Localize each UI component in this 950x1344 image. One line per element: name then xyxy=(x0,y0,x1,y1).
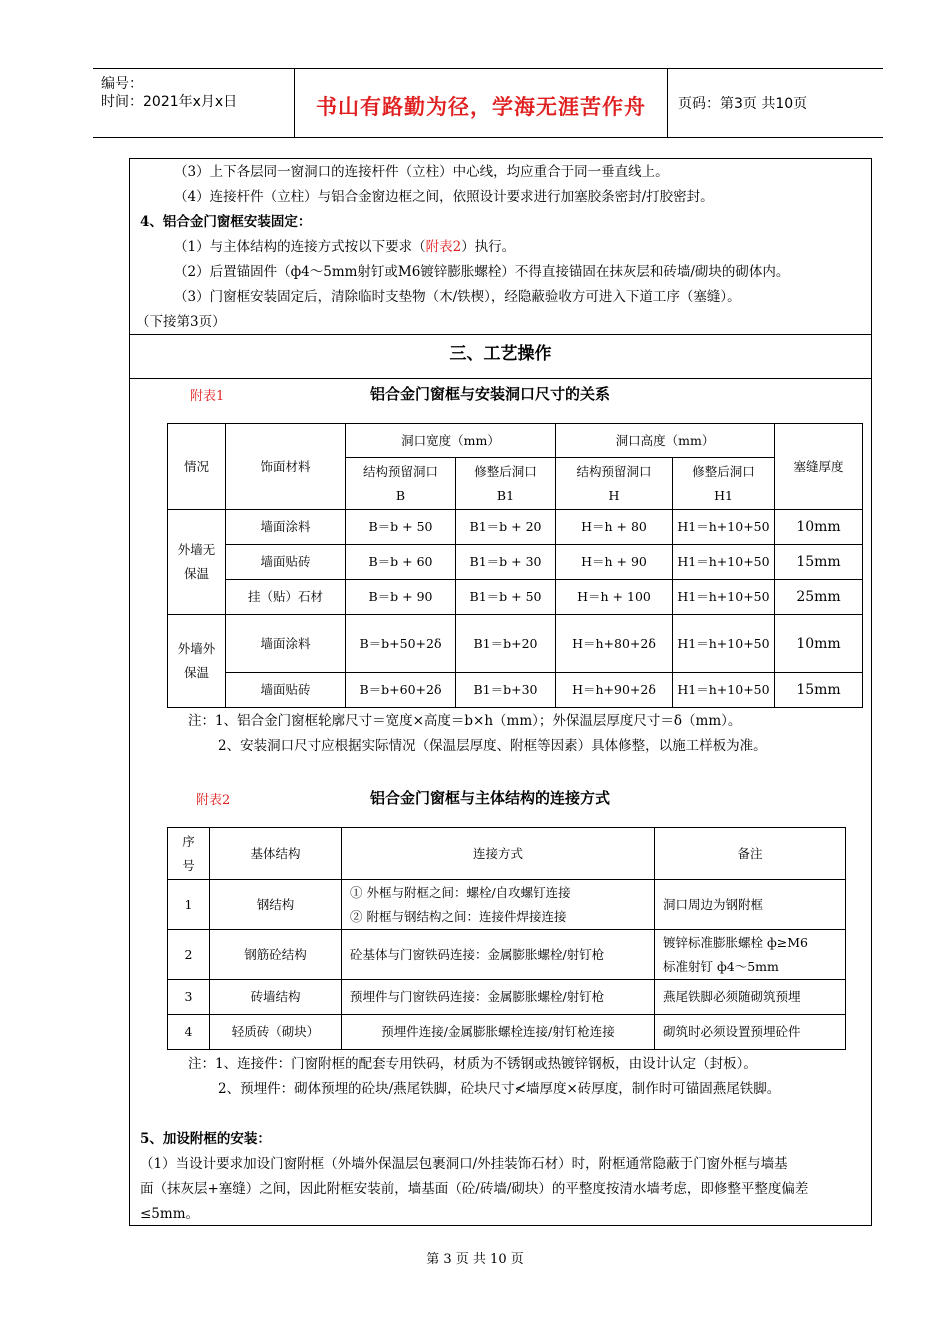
cell: 15mm xyxy=(775,545,863,580)
table-row xyxy=(168,545,863,580)
header-seq: 序 号 xyxy=(168,828,210,880)
header-motto-cell xyxy=(295,69,668,137)
table2-note: 2、预埋件：砌体预埋的砼块/燕尾铁脚，砼块尺寸≮墙厚度×砖厚度，制作时可锚固燕尾铁脚。 xyxy=(218,1081,781,1097)
group-label: 外墙外保温 xyxy=(168,615,226,708)
subheading: 4、铝合金门窗框安装固定： xyxy=(140,214,312,230)
table1 xyxy=(167,423,863,708)
table-row xyxy=(168,930,846,980)
cell: B＝b+60+2δ xyxy=(346,673,456,708)
motto: 书山有路勤为径，学海无涯苦作舟 xyxy=(316,95,646,119)
content-frame xyxy=(129,158,872,1226)
cell: 洞口周边为钢附框 xyxy=(655,880,846,930)
group-label: 外墙无保温 xyxy=(168,510,226,615)
cell: B＝b + 50 xyxy=(346,510,456,545)
table2 xyxy=(167,827,846,1050)
cell: 10mm xyxy=(775,615,863,673)
header-material: 饰面材料 xyxy=(226,424,346,510)
cell: H＝h + 90 xyxy=(556,545,673,580)
cell: 钢结构 xyxy=(210,880,342,930)
cell: H＝h+90+2δ xyxy=(556,673,673,708)
cell: 2 xyxy=(168,930,210,980)
cell: 砌筑时必须设置预埋砼件 xyxy=(655,1015,846,1050)
table-row xyxy=(168,880,846,930)
header-height: 洞口高度（mm） xyxy=(556,424,775,458)
text-line: （1）当设计要求加设门窗附框（外墙外保温层包裹洞口/外挂装饰石材）时，附框通常隐蔽于门窗外框与墙基 xyxy=(140,1156,788,1172)
table1-title: 铝合金门窗框与安装洞口尺寸的关系 xyxy=(370,385,611,403)
table-row xyxy=(168,510,863,545)
header-remark: 备注 xyxy=(655,828,846,880)
text-line: （1）与主体结构的连接方式按以下要求（附表2）执行。 xyxy=(174,239,516,255)
cell: H＝h + 100 xyxy=(556,580,673,615)
header-meta-cell xyxy=(93,69,295,137)
text-line: （2）后置锚固件（ф4～5mm射钉或M6镀锌膨胀螺栓）不得直接锚固在抹灰层和砖墙/砌块的砌体内。 xyxy=(174,264,790,280)
time-label: 时间：2021年x月x日 xyxy=(101,94,238,110)
cell: 钢筋砼结构 xyxy=(210,930,342,980)
header-base: 基体结构 xyxy=(210,828,342,880)
cell: 镀锌标准膨胀螺栓 ф≥M6 标准射钉 ф4～5mm xyxy=(655,930,846,980)
table1-tag: 附表1 xyxy=(190,389,225,404)
cell: H＝h + 80 xyxy=(556,510,673,545)
cell: 挂（贴）石材 xyxy=(226,580,346,615)
cell: 4 xyxy=(168,1015,210,1050)
number-label: 编号： xyxy=(101,76,143,92)
table-row xyxy=(168,980,846,1015)
appendix-ref-link: 附表2 xyxy=(425,239,462,255)
table2-tag: 附表2 xyxy=(196,793,231,808)
cell: B1＝b + 30 xyxy=(456,545,556,580)
cell: B1＝b+20 xyxy=(456,615,556,673)
page-footer: 第 3 页 共 10 页 xyxy=(426,1252,524,1267)
header-situation: 情况 xyxy=(168,424,226,510)
header-gap: 塞缝厚度 xyxy=(775,424,863,510)
cell: 3 xyxy=(168,980,210,1015)
header-page-cell xyxy=(668,69,883,137)
table-row xyxy=(168,615,863,673)
cell: 燕尾铁脚必须随砌筑预埋 xyxy=(655,980,846,1015)
text-line: （4）连接杆件（立柱）与铝合金窗边框之间，依照设计要求进行加塞胶条密封/打胶密封。 xyxy=(174,189,714,205)
cell: 砖墙结构 xyxy=(210,980,342,1015)
header-h-struct: 结构预留洞口 H xyxy=(556,458,673,510)
cell: 墙面涂料 xyxy=(226,510,346,545)
cell: H1＝h+10+50 xyxy=(673,615,775,673)
section-title: 三、工艺操作 xyxy=(449,344,552,364)
header-h-trim: 修整后洞口 H1 xyxy=(673,458,775,510)
cell: H1＝h+10+50 xyxy=(673,510,775,545)
cell: 砼基体与门窗铁码连接：金属膨胀螺栓/射钉枪 xyxy=(342,930,655,980)
cell: B1＝b + 20 xyxy=(456,510,556,545)
cell: 10mm xyxy=(775,510,863,545)
header-method: 连接方式 xyxy=(342,828,655,880)
table-row xyxy=(168,673,863,708)
cell: B＝b + 90 xyxy=(346,580,456,615)
page-label: 页码：第3页 共10页 xyxy=(678,96,808,112)
cell: H1＝h+10+50 xyxy=(673,580,775,615)
header-w-struct: 结构预留洞口 B xyxy=(346,458,456,510)
cell: 15mm xyxy=(775,673,863,708)
cell: 25mm xyxy=(775,580,863,615)
cell: H1＝h+10+50 xyxy=(673,545,775,580)
table2-note: 注：1、连接件：门窗附框的配套专用铁码，材质为不锈钢或热镀锌钢板，由设计认定（封板）。 xyxy=(188,1056,757,1072)
text-line: （3）上下各层同一窗洞口的连接杆件（立柱）中心线，均应重合于同一垂直线上。 xyxy=(174,164,669,180)
cell: 预埋件连接/金属膨胀螺栓连接/射钉枪连接 xyxy=(342,1015,655,1050)
text-line: （3）门窗框安装固定后，清除临时支垫物（木/铁楔），经隐蔽验收方可进入下道工序（塞缝）。 xyxy=(174,289,741,305)
table1-note: 注：1、铝合金门窗框轮廓尺寸＝宽度×高度＝b×h（mm）；外保温层厚度尺寸＝δ（mm）。 xyxy=(188,713,742,729)
table2-title: 铝合金门窗框与主体结构的连接方式 xyxy=(370,789,611,807)
cell: 墙面涂料 xyxy=(226,615,346,673)
cell: ① 外框与附框之间：螺栓/自攻螺钉连接 ② 附框与钢结构之间：连接件焊接连接 xyxy=(342,880,655,930)
page-header xyxy=(93,68,883,138)
table-row xyxy=(168,1015,846,1050)
text-line: ≤5mm。 xyxy=(140,1206,200,1222)
header-width: 洞口宽度（mm） xyxy=(346,424,556,458)
subheading: 5、加设附框的安装： xyxy=(140,1131,271,1147)
cell: B1＝b+30 xyxy=(456,673,556,708)
cell: 轻质砖（砌块） xyxy=(210,1015,342,1050)
table-row xyxy=(168,580,863,615)
cell: H1＝h+10+50 xyxy=(673,673,775,708)
divider xyxy=(130,378,871,379)
cell: B＝b + 60 xyxy=(346,545,456,580)
table1-note: 2、安装洞口尺寸应根据实际情况（保温层厚度、附框等因素）具体修整，以施工样板为准。 xyxy=(218,738,767,754)
cell: 墙面贴砖 xyxy=(226,673,346,708)
cell: B＝b+50+2δ xyxy=(346,615,456,673)
continued-note: （下接第3页） xyxy=(136,314,226,330)
header-w-trim: 修整后洞口 B1 xyxy=(456,458,556,510)
cell: 预埋件与门窗铁码连接：金属膨胀螺栓/射钉枪 xyxy=(342,980,655,1015)
cell: H＝h+80+2δ xyxy=(556,615,673,673)
text-line: 面（抹灰层+塞缝）之间，因此附框安装前，墙基面（砼/砖墙/砌块）的平整度按清水墙考虑，即修整平整度偏差 xyxy=(140,1181,809,1197)
divider xyxy=(130,334,871,335)
cell: B1＝b + 50 xyxy=(456,580,556,615)
cell: 墙面贴砖 xyxy=(226,545,346,580)
cell: 1 xyxy=(168,880,210,930)
